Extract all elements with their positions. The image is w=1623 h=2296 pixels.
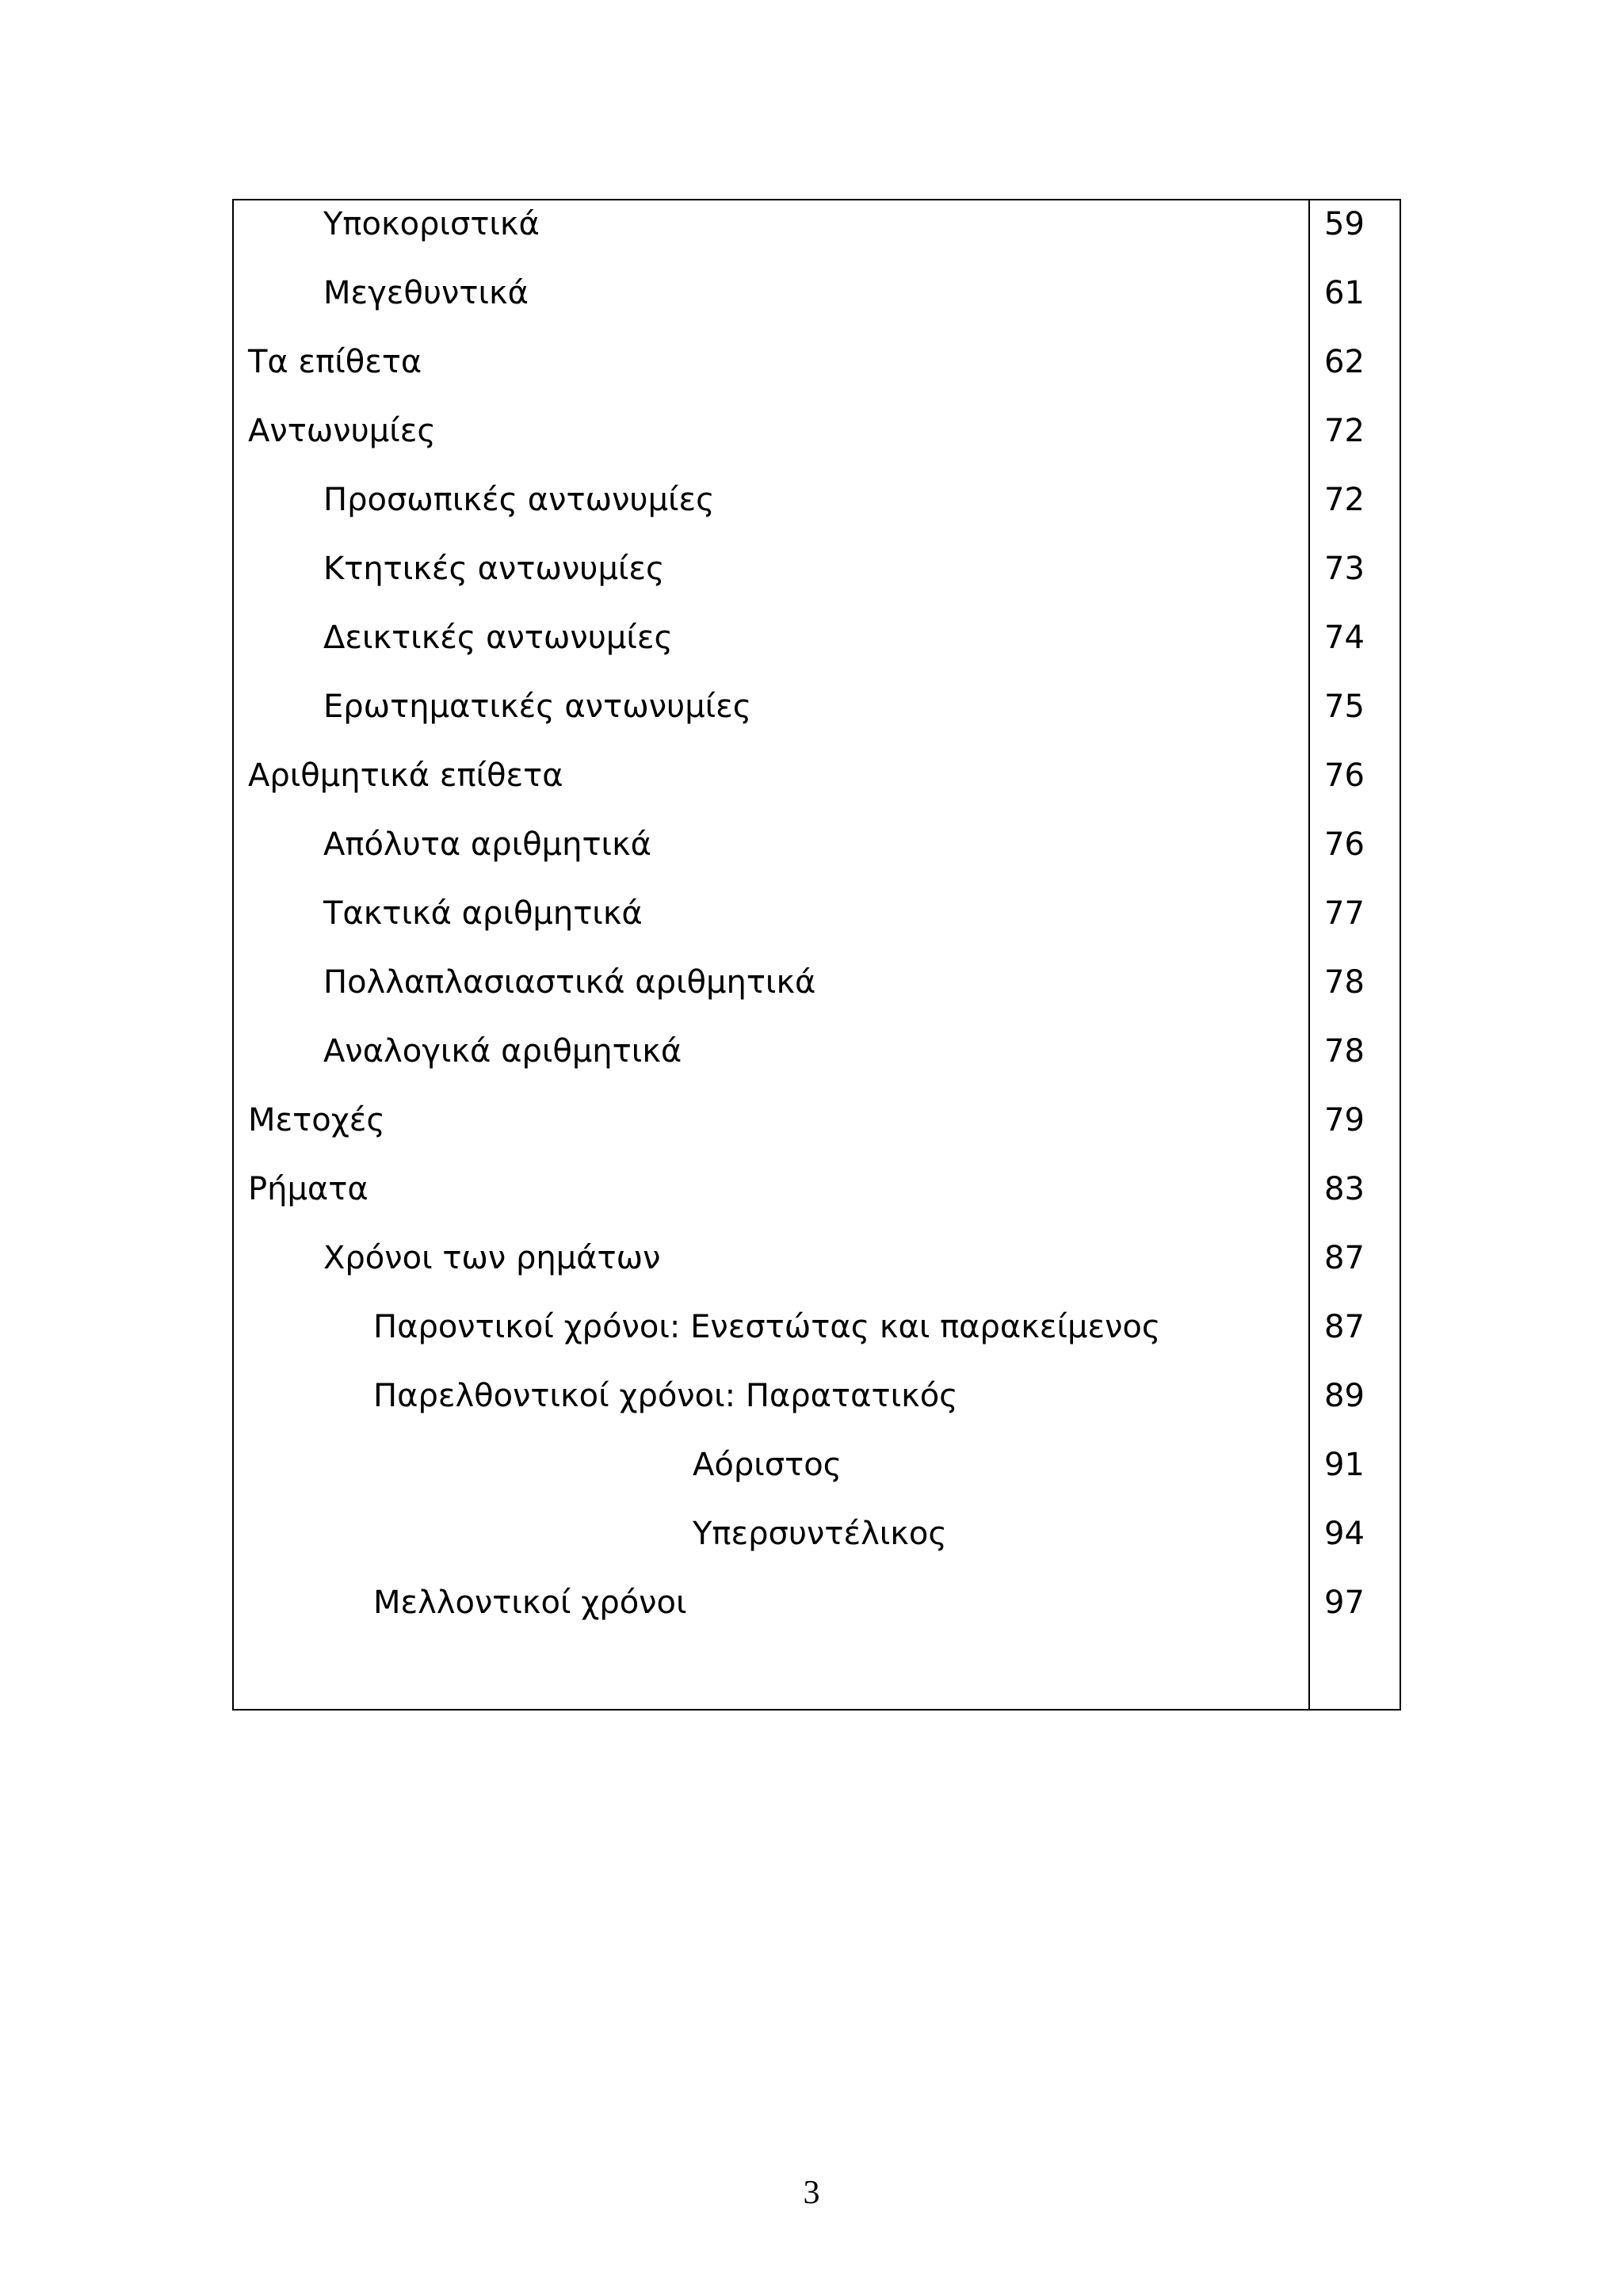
toc-row [234, 1441, 1400, 1489]
toc-row [234, 1303, 1400, 1351]
toc-row [234, 752, 1400, 799]
toc-row [234, 1372, 1400, 1420]
toc-page-number: 91 [1324, 1447, 1365, 1483]
toc-entry-title: Προσωπικές αντωνυμίες [323, 482, 715, 518]
toc-row [234, 821, 1400, 868]
toc-page-number: 59 [1324, 206, 1365, 242]
toc-page-number: 75 [1324, 688, 1365, 725]
toc-page-number: 89 [1324, 1378, 1365, 1414]
toc-entry-title: Κτητικές αντωνυμίες [323, 551, 665, 587]
toc-row [234, 959, 1400, 1006]
toc-page-number: 94 [1324, 1516, 1365, 1552]
toc-page-number: 87 [1324, 1240, 1365, 1276]
toc-page-number: 77 [1324, 895, 1365, 932]
toc-entry-title: Πολλαπλασιαστικά αριθμητικά [323, 964, 816, 1001]
toc-entry-title: Αναλογικά αριθμητικά [323, 1033, 682, 1070]
toc-entry-title: Μεγεθυντικά [323, 275, 529, 311]
toc-row [234, 1097, 1400, 1144]
toc-page-number: 76 [1324, 757, 1365, 794]
toc-row [234, 1579, 1400, 1627]
toc-page-number: 78 [1324, 1033, 1365, 1070]
toc-page-number: 79 [1324, 1102, 1365, 1138]
toc-row [234, 683, 1400, 730]
toc-row [234, 1234, 1400, 1282]
toc-page-number: 87 [1324, 1309, 1365, 1345]
toc-entry-title: Ρήματα [248, 1171, 369, 1207]
toc-entry-title: Αντωνυμίες [248, 413, 436, 449]
toc-row [234, 1165, 1400, 1213]
toc-row [234, 200, 1400, 248]
toc-page-number: 74 [1324, 620, 1365, 656]
toc-row [234, 269, 1400, 317]
toc-entry-title: Υποκοριστικά [323, 206, 540, 242]
toc-row [234, 545, 1400, 593]
toc-row [234, 1028, 1400, 1075]
toc-page-number: 61 [1324, 275, 1365, 311]
toc-page-number: 97 [1324, 1585, 1365, 1621]
page-number: 3 [803, 2175, 820, 2211]
toc-page-number: 72 [1324, 413, 1365, 449]
toc-row [234, 338, 1400, 386]
toc-entry-title: Παρελθοντικοί χρόνοι: Παρατατικός [373, 1378, 958, 1414]
toc-row [234, 1510, 1400, 1558]
toc-row [234, 407, 1400, 455]
toc-entry-title: Αριθμητικά επίθετα [248, 757, 563, 794]
toc-row [234, 614, 1400, 662]
toc-entry-title: Μετοχές [248, 1102, 385, 1138]
toc-entry-title: Ερωτηματικές αντωνυμίες [323, 688, 752, 725]
toc-entry-title: Απόλυτα αριθμητικά [323, 826, 652, 863]
toc-entry-title: Παροντικοί χρόνοι: Ενεστώτας και παρακείμενος [373, 1309, 1161, 1345]
toc-row [234, 890, 1400, 937]
toc-entry-title: Τα επίθετα [248, 344, 422, 380]
toc-page-number: 72 [1324, 482, 1365, 518]
toc-page-number: 76 [1324, 826, 1365, 863]
toc-page-number: 78 [1324, 964, 1365, 1001]
toc-row [234, 476, 1400, 524]
toc-entry-title: Αόριστος [693, 1447, 842, 1483]
toc-entry-title: Τακτικά αριθμητικά [323, 895, 643, 932]
toc-entry-title: Μελλοντικοί χρόνοι [373, 1585, 687, 1621]
toc-entry-title: Δεικτικές αντωνυμίες [323, 620, 673, 656]
table-of-contents [232, 199, 1401, 1711]
toc-page-number: 83 [1324, 1171, 1365, 1207]
toc-page-number: 73 [1324, 551, 1365, 587]
toc-page-number: 62 [1324, 344, 1365, 380]
toc-entry-title: Χρόνοι των ρημάτων [323, 1240, 661, 1276]
toc-entry-title: Υπερσυντέλικος [693, 1516, 947, 1552]
